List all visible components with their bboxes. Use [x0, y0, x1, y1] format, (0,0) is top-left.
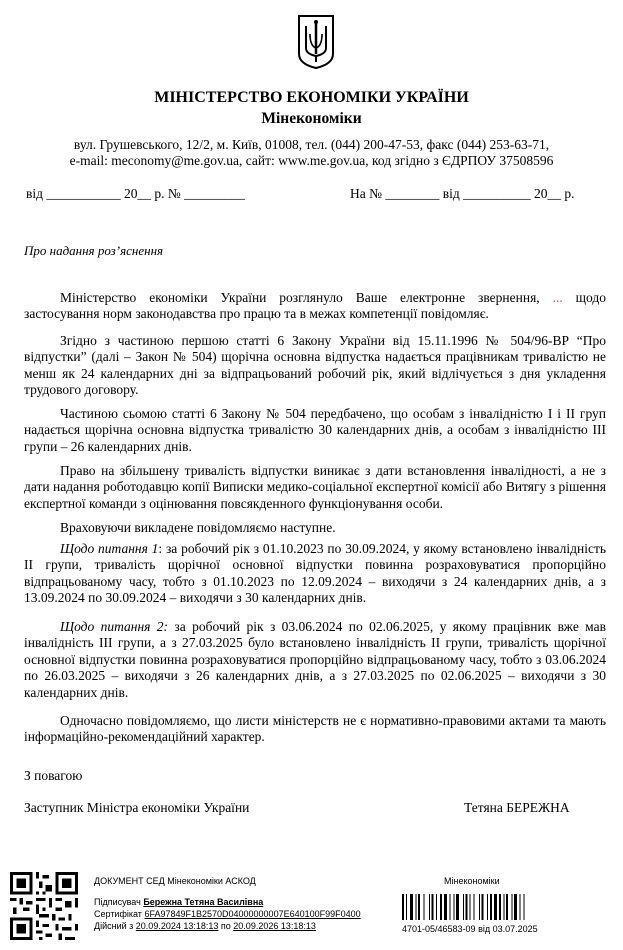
paragraph-3: Частиною сьомою статті 6 Закону № 504 передбачено, що особам з інвалідністю I і II груп надається щорічна основна відпустка тривалістю 30 календарних днів, а особам з інвалідністю III групи – 26 календарних днів.	[24, 406, 606, 454]
ministry-short-name: Мінекономіки	[261, 110, 362, 127]
paragraph-2: Згідно з частиною першою статті 6 Закону України від 15.11.1996 № 504/96-ВР “Про відпустки” (далі – Закон № 504) щорічна основна відпустка надається працівникам тривалістю не менш як 24 календарних дні за відпрацьований робочий рік, який відлічується з дня укладення трудового договору.	[24, 333, 606, 398]
outgoing-ref: від ___________ 20__ р. № _________	[26, 186, 245, 201]
signatory-name: Тетяна БЕРЕЖНА	[464, 800, 570, 815]
paragraph-7: Щодо питання 2: за робочий рік з 03.06.2024 по 02.06.2025, у якому працівник вже мав інвалідність III групи, а з 27.03.2025 було встановлено інвалідність II групи, тривалість щорічної основної відпустки повинна розраховуватися пропорційно відпрацьованому часу, тобто з 03.06.2024 по 26.03.2025 – виходячи з 26 календарних днів, а з 27.03.2025 по 02.06.2025 – виходячи з 30 календарних днів.	[24, 619, 606, 700]
barcode-icon	[402, 894, 572, 920]
address-line-2: e-mail: meconomy@me.gov.ua, сайт: www.me.gov.ua, код згідно з ЄДРПОУ 37508596	[69, 153, 554, 168]
question-1-label: Щодо питання 1	[60, 541, 159, 556]
closing-phrase: З повагою	[24, 768, 83, 783]
paragraph-4: Право на збільшену тривалість відпустки виникає з дати встановлення інвалідності, а не з дати надання роботодавцю копії Виписки медико-соціальної експертної комісії або Витягу з рішення експертної команди з оцінювання повсякденного функціонування особи.	[24, 463, 606, 511]
coat-of-arms-icon	[297, 14, 335, 70]
qr-code-icon	[10, 872, 78, 940]
validity-line: Дійсний з 20.09.2024 13:18:13 по 20.09.2026 13:18:13	[94, 921, 316, 931]
registration-number: 4701-05/46583-09 від 03.07.2025	[402, 924, 538, 934]
address-line-1: вул. Грушевського, 12/2, м. Київ, 01008, тел. (044) 200-47-53, факс (044) 253-63-71,	[73, 137, 550, 152]
signer-name: Бережна Тетяна Василівна	[143, 897, 264, 907]
paragraph-5: Враховуючи викладене повідомляємо наступне.	[60, 520, 336, 535]
certificate-id: 6FA97849F1B2570D04000000007E640100F99F0400	[144, 909, 361, 919]
signer-line: Підписувач Бережна Тетяна Василівна	[94, 897, 264, 907]
paragraph-1: Міністерство економіки України розглянуло Ваше електронне звернення, ... щодо застосування норм законодавства про працю та в межах компетенції повідомляє.	[24, 290, 607, 322]
signatory-position: Заступник Міністра економіки України	[24, 800, 250, 815]
certificate-line: Сертифікат 6FA97849F1B2570D04000000007E640100F99F0400	[94, 909, 361, 919]
paragraph-8: Одночасно повідомляємо, що листи міністерств не є нормативно-правовими актами та мають інформаційно-рекомендаційний характер.	[24, 713, 606, 745]
redacted-marker: ...	[552, 290, 563, 305]
incoming-ref: На № ________ від __________ 20__ р.	[350, 186, 575, 201]
paragraph-6: Щодо питання 1: за робочий рік з 01.10.2023 по 30.09.2024, у якому встановлено інвалідність II групи, тривалість щорічної основної відпустки повинна розраховуватися пропорційно відпрацьованому часу, тобто з 01.10.2023 по 12.09.2024 – виходячи з 24 календарних днів, а з 13.09.2024 по 30.09.2024 – виходячи з 30 календарних днів.	[24, 541, 606, 606]
registration-org: Мінекономіки	[444, 876, 500, 886]
question-2-label: Щодо питання 2:	[60, 619, 169, 634]
letter-subject: Про надання роз’яснення	[24, 243, 164, 258]
sed-document-label: ДОКУМЕНТ СЕД Мінекономіки АСКОД	[94, 876, 256, 886]
ministry-title: МІНІСТЕРСТВО ЕКОНОМІКИ УКРАЇНИ	[154, 89, 469, 106]
